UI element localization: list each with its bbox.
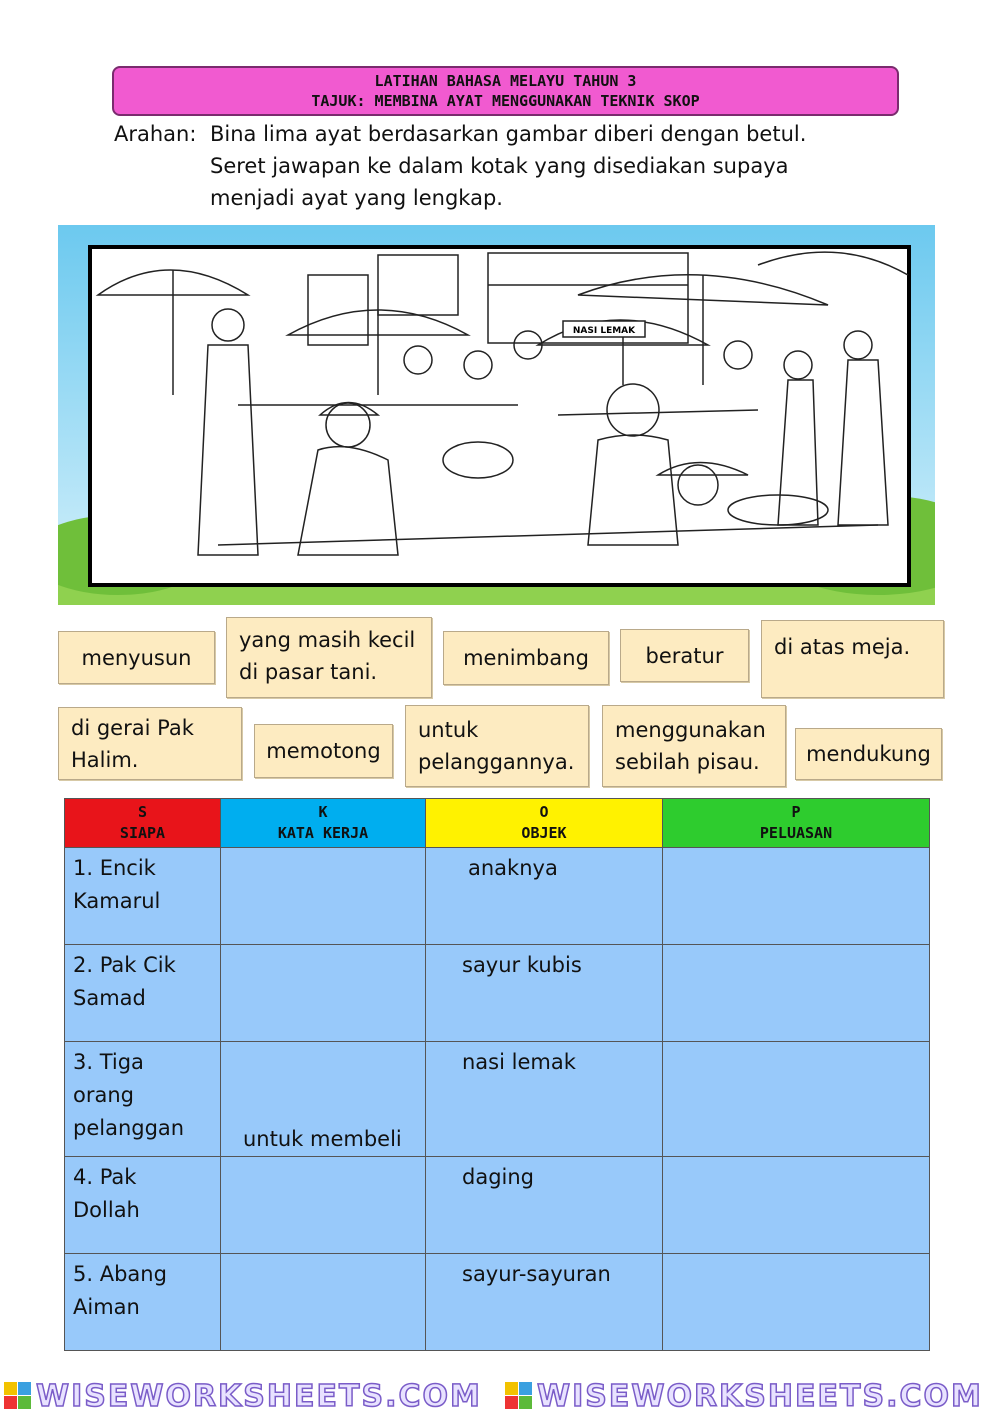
answer-chip-text: untuk	[418, 718, 479, 742]
answer-chip-di-gerai-pak-halim[interactable]	[58, 707, 242, 780]
header-letter: O	[539, 803, 549, 821]
table-row	[65, 1253, 930, 1350]
answer-chip-text: menimbang	[463, 646, 589, 670]
answer-chip-text: mendukung	[806, 742, 931, 766]
verb-drop-zone[interactable]	[221, 945, 426, 1042]
answer-chip-text: di gerai Pak	[71, 716, 194, 740]
object-cell: sayur-sayuran	[426, 1253, 663, 1350]
answer-chip-mendukung[interactable]	[795, 728, 942, 780]
scene-sign-text: NASI LEMAK	[572, 326, 636, 336]
extension-drop-zone[interactable]	[663, 945, 930, 1042]
instruction-line-1: Bina lima ayat berdasarkan gambar diberi dengan betul.	[210, 122, 807, 146]
watermark-text-2: WISEWORKSHEETS.COM	[537, 1379, 983, 1413]
answer-chip-di-atas-meja[interactable]	[761, 620, 944, 698]
header-label: OBJEK	[521, 824, 567, 842]
header-k	[221, 799, 426, 848]
verb-drop-zone[interactable]	[221, 1156, 426, 1253]
table-row	[65, 1042, 930, 1156]
table-row	[65, 945, 930, 1042]
header-label: SIAPA	[119, 824, 166, 842]
instruction-label: Arahan:	[114, 122, 197, 146]
market-scene-image	[58, 225, 935, 605]
answer-chip-text: menyusun	[81, 645, 192, 670]
skop-table	[64, 798, 930, 1351]
wiseworksheets-watermark	[0, 1376, 1000, 1413]
object-cell: sayur kubis	[426, 945, 663, 1042]
header-letter: S	[137, 803, 148, 821]
answer-chip-text: sebilah pisau.	[615, 750, 760, 774]
object-cell: daging	[426, 1156, 663, 1253]
worksheet-title-banner	[112, 66, 899, 116]
object-cell: nasi lemak	[426, 1042, 663, 1156]
instruction-line-2: Seret jawapan ke dalam kotak yang disediakan supaya	[210, 154, 789, 178]
header-letter: P	[791, 803, 801, 821]
table-row	[65, 1156, 930, 1253]
subject-cell: 2. Pak Cik Samad	[65, 945, 221, 1042]
answer-chip-text: menggunakan	[615, 718, 766, 742]
extension-drop-zone[interactable]	[663, 1253, 930, 1350]
subject-cell: 5. Abang Aiman	[65, 1253, 221, 1350]
verb-drop-zone[interactable]	[221, 848, 426, 945]
extension-drop-zone[interactable]	[663, 848, 930, 945]
verb-drop-zone[interactable]	[221, 1042, 426, 1156]
answer-chip-beratur[interactable]	[620, 629, 749, 682]
extension-drop-zone[interactable]	[663, 1042, 930, 1156]
answer-chip-menggunakan-sebilah-pisau[interactable]	[602, 705, 786, 787]
answer-chip-text: pelanggannya.	[418, 750, 575, 774]
answer-chip-text: Halim.	[71, 748, 139, 772]
title-line-2: TAJUK: MEMBINA AYAT MENGGUNAKAN TEKNIK SKOP	[311, 92, 700, 110]
verb-drop-zone[interactable]	[221, 1253, 426, 1350]
answer-chip-text: memotong	[266, 739, 381, 763]
answer-chip-text: yang masih kecil	[239, 628, 416, 652]
answer-chip-untuk-pelanggannya[interactable]	[405, 705, 589, 787]
header-s	[65, 799, 221, 848]
verb-text: untuk membeli	[243, 1126, 402, 1151]
instruction-line-3: menjadi ayat yang lengkap.	[210, 186, 503, 210]
answer-chip-text: beratur	[645, 643, 724, 668]
watermark-text-1: WISEWORKSHEETS.COM	[36, 1379, 482, 1413]
header-o	[426, 799, 663, 848]
answer-chip-memotong[interactable]	[254, 724, 393, 778]
header-p	[663, 799, 930, 848]
object-cell: anaknya	[426, 848, 663, 945]
answer-chip-menyusun[interactable]	[58, 631, 215, 684]
subject-cell: 1. Encik Kamarul	[65, 848, 221, 945]
title-line-1: LATIHAN BAHASA MELAYU TAHUN 3	[374, 72, 637, 90]
header-label: KATA KERJA	[277, 824, 369, 842]
table-row	[65, 848, 930, 945]
subject-cell: 4. Pak Dollah	[65, 1156, 221, 1253]
extension-drop-zone[interactable]	[663, 1156, 930, 1253]
header-label: PELUASAN	[759, 824, 833, 842]
answer-chip-text: di atas meja.	[774, 635, 911, 659]
instruction-text	[210, 118, 890, 214]
answer-chip-yang-masih-kecil[interactable]	[226, 617, 432, 698]
answer-chip-text: di pasar tani.	[239, 660, 378, 684]
header-letter: K	[318, 803, 328, 821]
subject-cell: 3. Tiga orang pelanggan	[65, 1042, 221, 1156]
answer-chip-menimbang[interactable]	[443, 631, 609, 685]
